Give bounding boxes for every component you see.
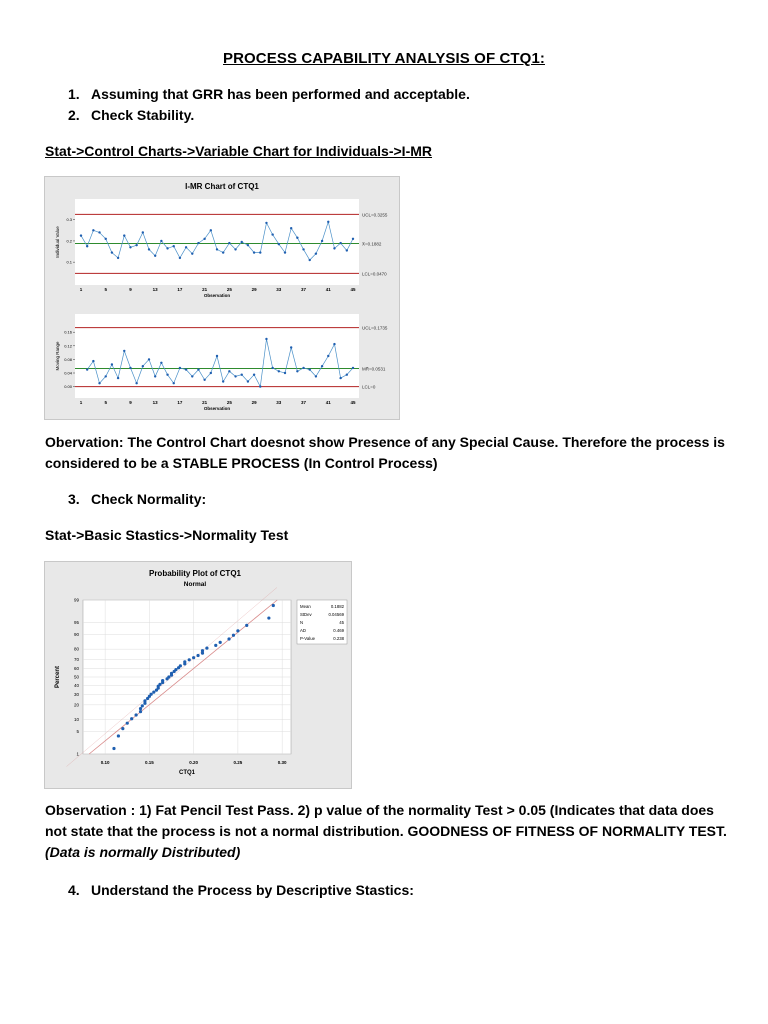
imr-moving-range-point (247, 380, 249, 382)
imr-moving-range-x-tick-label: 29 (251, 400, 257, 405)
prob-point (219, 641, 222, 644)
imr-individuals-y-tick-label: 0.2 (66, 238, 72, 244)
imr-moving-range-point (346, 374, 348, 376)
imr-moving-range-point (302, 367, 304, 369)
imr-moving-range-point (265, 338, 267, 340)
imr-moving-range-point (259, 385, 261, 387)
imr-individuals-point (278, 243, 280, 245)
prob-y-tick-label: 99 (73, 597, 79, 603)
imr-individuals-point (259, 251, 261, 253)
observation-stability: Obervation: The Control Chart doesnot show Presence of any Special Cause. Therefore the process is considered to be a STABLE PROCESS (In Control Process) (45, 434, 725, 471)
prob-point (141, 704, 144, 707)
prob-point (139, 707, 142, 710)
imr-individuals-x-tick-label: 37 (301, 287, 307, 292)
imr-moving-range-point (166, 374, 168, 376)
prob-point (205, 647, 208, 650)
imr-chart-title: I-MR Chart of CTQ1 (185, 182, 259, 191)
imr-moving-range-point (111, 363, 113, 365)
prob-y-tick-label: 90 (73, 632, 79, 638)
prob-stat-value: 0.469 (333, 628, 344, 633)
prob-point (117, 734, 120, 737)
imr-individuals-point (284, 251, 286, 253)
imr-individuals-y-tick-label: 0.3 (66, 217, 72, 223)
imr-individuals-point (111, 251, 113, 253)
prob-x-tick-label: 0.30 (277, 760, 287, 765)
imr-moving-range-point (327, 355, 329, 357)
menu-path-control-chart: Stat->Control Charts->Variable Chart for Individuals->I-MR (45, 143, 433, 159)
step-2-text: Check Stability. (91, 107, 195, 123)
imr-moving-range-point (105, 375, 107, 377)
step-3-text: Check Normality: (91, 491, 207, 507)
imr-moving-range-point (173, 382, 175, 384)
prob-stat-value: 45 (339, 620, 344, 625)
imr-moving-range-point (253, 374, 255, 376)
imr-moving-range-point (154, 375, 156, 377)
prob-x-tick-label: 0.25 (233, 760, 243, 765)
prob-point (126, 722, 129, 725)
imr-moving-range-point (290, 346, 292, 348)
imr-individuals-point (309, 259, 311, 261)
imr-moving-range-x-tick-label: 13 (152, 400, 158, 405)
prob-y-tick-label: 95 (73, 620, 79, 626)
imr-moving-range-point (197, 368, 199, 370)
prob-y-tick-label: 1 (76, 751, 79, 757)
imr-individuals-point (265, 222, 267, 224)
prob-point (267, 616, 270, 619)
imr-moving-range-point (179, 367, 181, 369)
imr-moving-range-point (309, 368, 311, 370)
imr-moving-range-point (278, 370, 280, 372)
imr-individuals-point (154, 255, 156, 257)
imr-moving-range-y-tick-label: 0.00 (64, 384, 72, 390)
imr-individuals-point (98, 231, 100, 233)
imr-moving-range-x-tick-label: 45 (350, 400, 356, 405)
imr-moving-range-point (142, 365, 144, 367)
prob-y-tick-label: 60 (73, 666, 79, 672)
imr-individuals-point (123, 234, 125, 236)
prob-y-tick-label: 30 (73, 691, 79, 697)
imr-individuals-point (197, 242, 199, 244)
prob-stat-label: P-Value (300, 636, 315, 641)
imr-moving-range-point (333, 343, 335, 345)
imr-individuals-x-tick-label: 45 (350, 287, 356, 292)
imr-individuals-point (352, 238, 354, 240)
imr-moving-range-point (339, 377, 341, 379)
prob-point (121, 727, 124, 730)
prob-stat-value: 0.04569 (328, 612, 344, 617)
prob-y-tick-label: 5 (76, 728, 79, 734)
prob-point (150, 693, 153, 696)
imr-individuals-point (271, 233, 273, 235)
prob-x-tick-label: 0.15 (145, 760, 154, 765)
imr-moving-range-point (210, 372, 212, 374)
imr-chart-svg (45, 177, 399, 419)
imr-moving-range-point (321, 365, 323, 367)
step-4-number: 4. (68, 882, 80, 898)
step-3-number: 3. (68, 491, 80, 507)
imr-moving-range-point (117, 377, 119, 379)
prob-stat-value: 0.238 (333, 636, 344, 641)
prob-point (196, 654, 199, 657)
imr-individuals-point (321, 240, 323, 242)
imr-individuals-point (129, 246, 131, 248)
imr-moving-range-point (191, 375, 193, 377)
imr-individuals-point (302, 248, 304, 250)
imr-individuals-y-tick-label: 0.1 (66, 259, 72, 265)
imr-individuals-x-tick-label: 13 (152, 287, 158, 292)
step-1-number: 1. (68, 86, 80, 102)
imr-individuals-point (241, 241, 243, 243)
imr-moving-range-x-tick-label: 37 (301, 400, 307, 405)
imr-moving-range-point (185, 368, 187, 370)
observation-normality-conclusion: (Data is normally Distributed) (45, 844, 241, 860)
imr-moving-range-point (129, 367, 131, 369)
imr-moving-range-point (160, 362, 162, 364)
imr-individuals-point (333, 247, 335, 249)
prob-x-tick-label: 0.10 (100, 760, 110, 765)
imr-moving-range-point (241, 374, 243, 376)
imr-moving-range-point (135, 382, 137, 384)
step-1-text: Assuming that GRR has been performed and acceptable. (91, 86, 470, 102)
page-title: PROCESS CAPABILITY ANALYSIS OF CTQ1: (223, 50, 545, 67)
prob-point (174, 668, 177, 671)
prob-point (135, 713, 138, 716)
prob-stat-label: AD (300, 628, 306, 633)
imr-individuals-point (86, 245, 88, 247)
imr-individuals-plot-area (75, 199, 359, 285)
prob-point (139, 710, 142, 713)
imr-individuals-point (160, 240, 162, 242)
imr-moving-range-y-tick-label: 0.12 (64, 343, 72, 349)
imr-individuals-point (228, 242, 230, 244)
imr-moving-range-y-axis-label: Moving Range (55, 341, 60, 371)
imr-individuals-x-tick-label: 5 (104, 287, 107, 292)
prob-y-axis-label: Percent (55, 665, 61, 689)
prob-point (167, 675, 170, 678)
prob-stat-label: Mean (300, 604, 311, 609)
observation-normality (45, 800, 735, 863)
imr-individuals-point (191, 252, 193, 254)
imr-moving-range-lcl-label: LCL=0 (362, 384, 376, 390)
imr-moving-range-point (98, 382, 100, 384)
imr-moving-range-y-tick-label: 0.08 (64, 356, 72, 362)
imr-moving-range-point (86, 368, 88, 370)
imr-individuals-x-tick-label: 41 (325, 287, 331, 292)
prob-point (143, 699, 146, 702)
imr-moving-range-point (271, 367, 273, 369)
prob-stat-label: N (300, 620, 304, 625)
imr-moving-range-x-tick-label: 9 (129, 400, 132, 405)
imr-moving-range-point (123, 350, 125, 352)
imr-individuals-point (117, 257, 119, 259)
prob-point (272, 604, 275, 607)
prob-x-axis-label: CTQ1 (178, 770, 196, 776)
prob-point (214, 644, 217, 647)
imr-individuals-point (135, 244, 137, 246)
imr-individuals-point (253, 251, 255, 253)
imr-individuals-center-label: X̄=0.1882 (362, 241, 382, 247)
prob-stat-value: 0.1882 (330, 604, 344, 609)
imr-moving-range-y-tick-label: 0.16 (64, 329, 72, 335)
prob-point (130, 717, 133, 720)
prob-point (112, 747, 115, 750)
imr-moving-range-point (203, 379, 205, 381)
prob-point (232, 634, 235, 637)
imr-individuals-point (315, 252, 317, 254)
imr-moving-range-point (352, 367, 354, 369)
imr-moving-range-x-tick-label: 1 (79, 400, 83, 405)
imr-individuals-point (179, 257, 181, 259)
imr-individuals-x-tick-label: 33 (276, 287, 282, 292)
imr-individuals-point (185, 246, 187, 248)
imr-moving-range-point (284, 372, 286, 374)
probability-plot-svg (45, 562, 351, 788)
imr-individuals-x-tick-label: 9 (129, 287, 132, 292)
imr-moving-range-point (216, 355, 218, 357)
imr-individuals-point (234, 248, 236, 250)
prob-point (201, 649, 204, 652)
imr-moving-range-point (92, 360, 94, 362)
imr-moving-range-point (315, 375, 317, 377)
prob-point (179, 664, 182, 667)
imr-individuals-point (247, 244, 249, 246)
imr-moving-range-point (148, 358, 150, 360)
imr-moving-range-point (234, 375, 236, 377)
imr-individuals-lcl-label: LCL=0.0470 (362, 271, 387, 277)
imr-individuals-y-axis-label: Individual Value (55, 226, 60, 258)
imr-moving-range-point (228, 370, 230, 372)
imr-individuals-point (290, 227, 292, 229)
imr-moving-range-y-tick-label: 0.04 (64, 370, 72, 376)
prob-point (188, 658, 191, 661)
imr-moving-range-x-tick-label: 25 (226, 400, 232, 405)
imr-individuals-point (142, 231, 144, 233)
imr-individuals-x-tick-label: 25 (226, 287, 232, 292)
prob-y-tick-label: 80 (73, 646, 79, 652)
imr-moving-range-ucl-label: UCL=0.1735 (362, 325, 388, 331)
imr-individuals-point (222, 251, 224, 253)
prob-y-tick-label: 20 (73, 702, 79, 708)
prob-point (183, 660, 186, 663)
imr-individuals-point (216, 248, 218, 250)
imr-moving-range-x-tick-label: 33 (276, 400, 282, 405)
prob-y-tick-label: 10 (73, 716, 79, 722)
imr-individuals-x-tick-label: 29 (251, 287, 257, 292)
prob-y-tick-label: 40 (73, 682, 79, 688)
prob-point (158, 683, 161, 686)
imr-moving-range-x-tick-label: 21 (202, 400, 208, 405)
menu-path-normality: Stat->Basic Stastics->Normality Test (45, 527, 289, 543)
prob-point (245, 624, 248, 627)
imr-moving-range-point (222, 380, 224, 382)
prob-y-tick-label: 70 (73, 657, 79, 663)
imr-individuals-point (148, 248, 150, 250)
prob-x-tick-label: 0.20 (189, 760, 199, 765)
imr-moving-range-x-tick-label: 5 (104, 400, 107, 405)
prob-point (161, 679, 164, 682)
prob-point (170, 672, 173, 675)
prob-point (236, 629, 239, 632)
imr-individuals-ucl-label: UCL=0.3255 (362, 212, 388, 218)
step-2-number: 2. (68, 107, 80, 123)
imr-individuals-point (339, 242, 341, 244)
imr-moving-range-x-axis-label: Observation (203, 406, 231, 411)
imr-individuals-point (203, 238, 205, 240)
imr-moving-range-point (296, 370, 298, 372)
prob-point (152, 691, 155, 694)
imr-individuals-x-tick-label: 17 (177, 287, 183, 292)
imr-chart-figure (44, 176, 400, 420)
imr-moving-range-x-tick-label: 17 (177, 400, 183, 405)
imr-individuals-point (166, 247, 168, 249)
imr-individuals-point (105, 238, 107, 240)
imr-individuals-x-tick-label: 21 (202, 287, 208, 292)
imr-individuals-point (210, 229, 212, 231)
prob-stat-label: StDev (300, 612, 312, 617)
prob-point (192, 656, 195, 659)
imr-individuals-x-tick-label: 1 (79, 287, 83, 292)
imr-moving-range-center-label: MR̄=0.0531 (362, 366, 386, 372)
imr-individuals-point (296, 237, 298, 239)
imr-moving-range-x-tick-label: 41 (325, 400, 331, 405)
prob-point (227, 637, 230, 640)
step-4-text: Understand the Process by Descriptive Stastics: (91, 882, 414, 898)
prob-y-tick-label: 50 (73, 674, 79, 680)
imr-individuals-point (80, 234, 82, 236)
observation-normality-text: Observation : 1) Fat Pencil Test Pass. 2) p value of the normality Test > 0.05 (Indicates that data does not state that the process is not a normal distribution. GOODNESS OF FITNESS OF NORMALITY TEST. (45, 802, 727, 839)
probability-plot-figure (44, 561, 352, 789)
prob-chart-subtitle: Normal (183, 581, 207, 588)
imr-individuals-point (327, 221, 329, 223)
prob-chart-title: Probability Plot of CTQ1 (148, 569, 242, 578)
imr-individuals-x-axis-label: Observation (203, 293, 231, 298)
imr-individuals-point (173, 245, 175, 247)
imr-individuals-point (346, 249, 348, 251)
imr-individuals-point (92, 229, 94, 231)
